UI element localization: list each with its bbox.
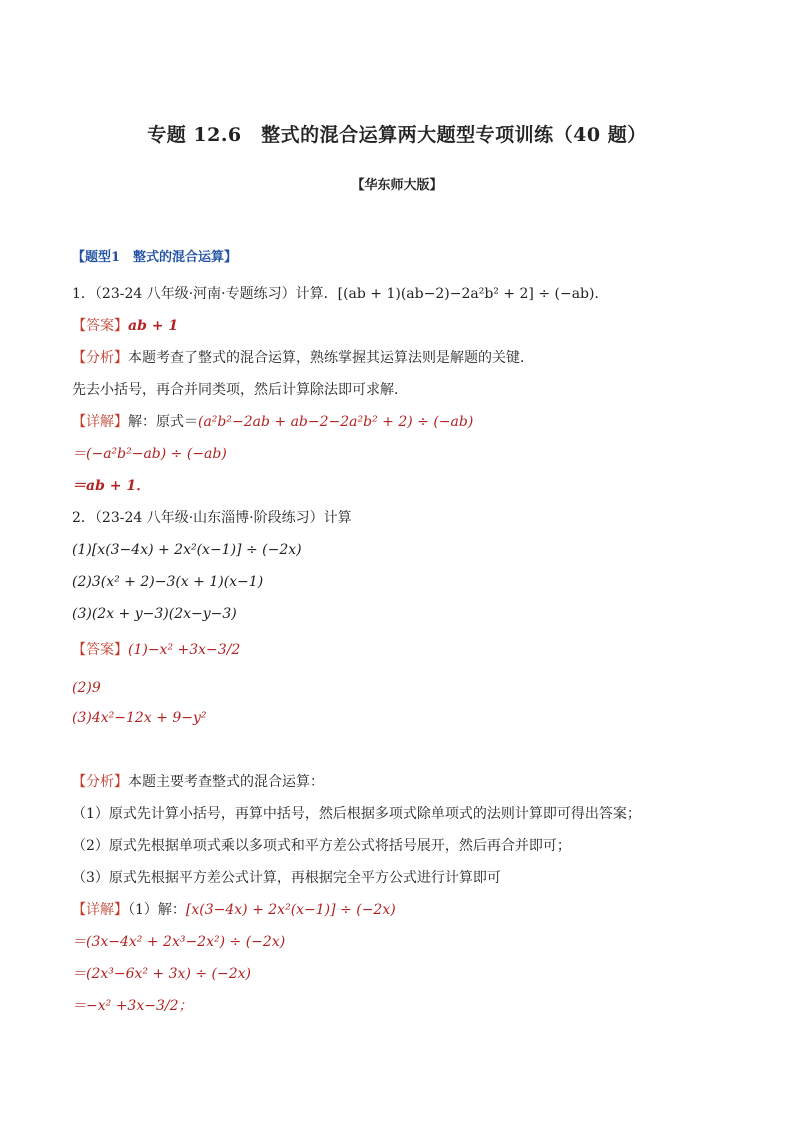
q2-part-2: (2)3(x² + 2)−3(x + 1)(x−1): [72, 574, 264, 590]
q2-analysis-1: （1）原式先计算小括号，再算中括号，然后根据多项式除单项式的法则计算即可得出答案；: [72, 806, 641, 822]
q2-answer-1: (1)−x² +3x−3/2: [128, 642, 241, 658]
q2-answer-2: (2)9: [72, 680, 101, 696]
q1-analysis-text: 本题考查了整式的混合运算，熟练掌握其运算法则是解题的关键．: [128, 350, 534, 366]
q1-analysis-2: 先去小括号，再合并同类项，然后计算除法即可求解．: [72, 382, 408, 398]
q2-answer: [72, 640, 240, 660]
section-heading-type1: 【题型1 整式的混合运算】: [72, 250, 238, 265]
q1-detail-prefix: 解：原式＝: [128, 414, 198, 430]
q1-step-2: ＝(−a²b²−ab) ÷ (−ab): [72, 446, 227, 462]
edition-label: 【华东师大版】: [351, 178, 443, 193]
q1-analysis: [72, 348, 534, 368]
q2-analysis-3: （3）原式先根据平方差公式计算，再根据完全平方公式进行计算即可: [72, 870, 501, 886]
q2-stem: 2．（23-24 八年级·山东淄博·阶段练习）计算: [72, 510, 352, 526]
q2-analysis-text: 本题主要考查整式的混合运算：: [128, 774, 324, 790]
detail-tag: 【详解】: [72, 414, 128, 430]
q2-detail-3: ＝(2x³−6x² + 3x) ÷ (−2x): [72, 966, 252, 982]
q2-detail: [72, 900, 396, 920]
q1-step-1: (a²b²−2ab + ab−2−2a²b² + 2) ÷ (−ab): [198, 414, 474, 430]
answer-tag: 【答案】: [72, 642, 128, 658]
q2-answer-3: (3)4x²−12x + 9−y²: [72, 710, 207, 726]
q1-step-3: ＝ab + 1．: [72, 478, 151, 494]
q1-stem: 1．（23-24 八年级·河南·专题练习）计算．[(ab + 1)(ab−2)−2a²b² + 2] ÷ (−ab)．: [72, 286, 609, 302]
q1-answer: [72, 316, 178, 336]
analysis-tag: 【分析】: [72, 350, 128, 366]
q1-answer-value: ab + 1: [128, 318, 179, 334]
q2-detail-4: ＝−x² +3x−3/2；: [72, 998, 193, 1014]
q1-detail: [72, 412, 473, 432]
q2-part-3: (3)(2x + y−3)(2x−y−3): [72, 606, 237, 622]
q2-part-1: (1)[x(3−4x) + 2x²(x−1)] ÷ (−2x): [72, 542, 302, 558]
q2-detail-1: [x(3−4x) + 2x²(x−1)] ÷ (−2x): [185, 902, 396, 918]
detail-tag: 【详解】: [72, 902, 128, 918]
q2-analysis: [72, 772, 324, 792]
q2-detail-2: ＝(3x−4x² + 2x³−2x²) ÷ (−2x): [72, 934, 286, 950]
q2-analysis-2: （2）原式先根据单项式乘以多项式和平方差公式将括号展开，然后再合并即可；: [72, 838, 571, 854]
analysis-tag: 【分析】: [72, 774, 128, 790]
q2-detail-prefix: （1）解：: [128, 902, 186, 918]
document-title: 专题 12.6 整式的混合运算两大题型专项训练（40 题）: [147, 124, 647, 146]
answer-tag: 【答案】: [72, 318, 128, 334]
